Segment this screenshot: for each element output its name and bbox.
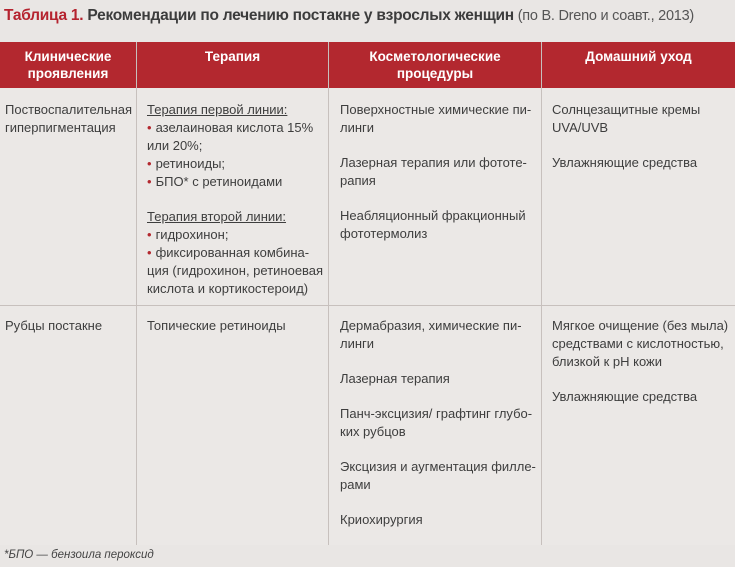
row-divider	[0, 305, 735, 306]
table-title	[4, 7, 732, 25]
table-caption: Рекомендации по лечению постакне у взрослых женщин	[83, 7, 514, 24]
first-line-item: • БПО* с ретиноидами	[147, 173, 327, 191]
procedure-item: Эксцизия и аугментация филле- рами	[340, 459, 536, 492]
second-line-label: Терапия второй линии:	[147, 209, 287, 224]
second-line-item: • гидрохинон;	[147, 226, 327, 244]
recommendations-table	[0, 42, 735, 545]
header-clinical: Клинические проявления	[0, 42, 136, 88]
procedure-item: Дермабразия, химические пи- линги	[340, 318, 522, 351]
column-divider	[541, 42, 542, 545]
home-care-item: Увлажняющие средства	[552, 389, 698, 404]
header-home-care: Домашний уход	[542, 42, 735, 88]
footnote: *БПО — бензоила пероксид	[4, 549, 154, 561]
row2-home-care	[552, 317, 732, 406]
row1-procedures	[340, 101, 538, 243]
first-line-item: • азелаиновая кислота 15% или 20%;	[147, 119, 327, 155]
column-divider	[328, 42, 329, 545]
procedure-item: Неабляционный фракционный фототермолиз	[340, 208, 526, 241]
table-source: (по B. Dreno и соавт., 2013)	[513, 8, 694, 24]
table-number: Таблица 1.	[4, 7, 84, 24]
second-line-item: • фиксированная комбина- ция (гидрохинон, ретиноевая кислота и кортикостероид)	[147, 244, 327, 298]
home-care-item: Солнцезащитные кремы UVA/UVB	[552, 102, 701, 135]
header-procedures: Косметологические процедуры	[329, 42, 541, 88]
procedure-item: Лазерная терапия	[340, 371, 450, 386]
first-line-item: • ретиноиды;	[147, 155, 327, 173]
procedure-item: Криохирургия	[340, 512, 423, 527]
home-care-item: Мягкое очищение (без мыла) средствами с кислотностью, близкой к pH кожи	[552, 318, 729, 369]
row1-manifestation: Поствоспалительная гиперпигментация	[5, 102, 133, 135]
row2-therapy: Топические ретиноиды	[147, 318, 286, 333]
first-line-label: Терапия первой линии:	[147, 102, 288, 117]
row1-therapy	[147, 101, 327, 298]
procedure-item: Лазерная терапия или фототе- рапия	[340, 155, 527, 188]
procedure-item: Поверхностные химические пи- линги	[340, 102, 532, 135]
header-therapy: Терапия	[137, 42, 328, 88]
column-divider	[136, 42, 137, 545]
home-care-item: Увлажняющие средства	[552, 155, 698, 170]
row2-procedures	[340, 317, 538, 529]
row1-home-care	[552, 101, 732, 172]
row2-manifestation: Рубцы постакне	[5, 318, 103, 333]
procedure-item: Панч-эксцизия/ графтинг глубо- ких рубцов	[340, 406, 533, 439]
